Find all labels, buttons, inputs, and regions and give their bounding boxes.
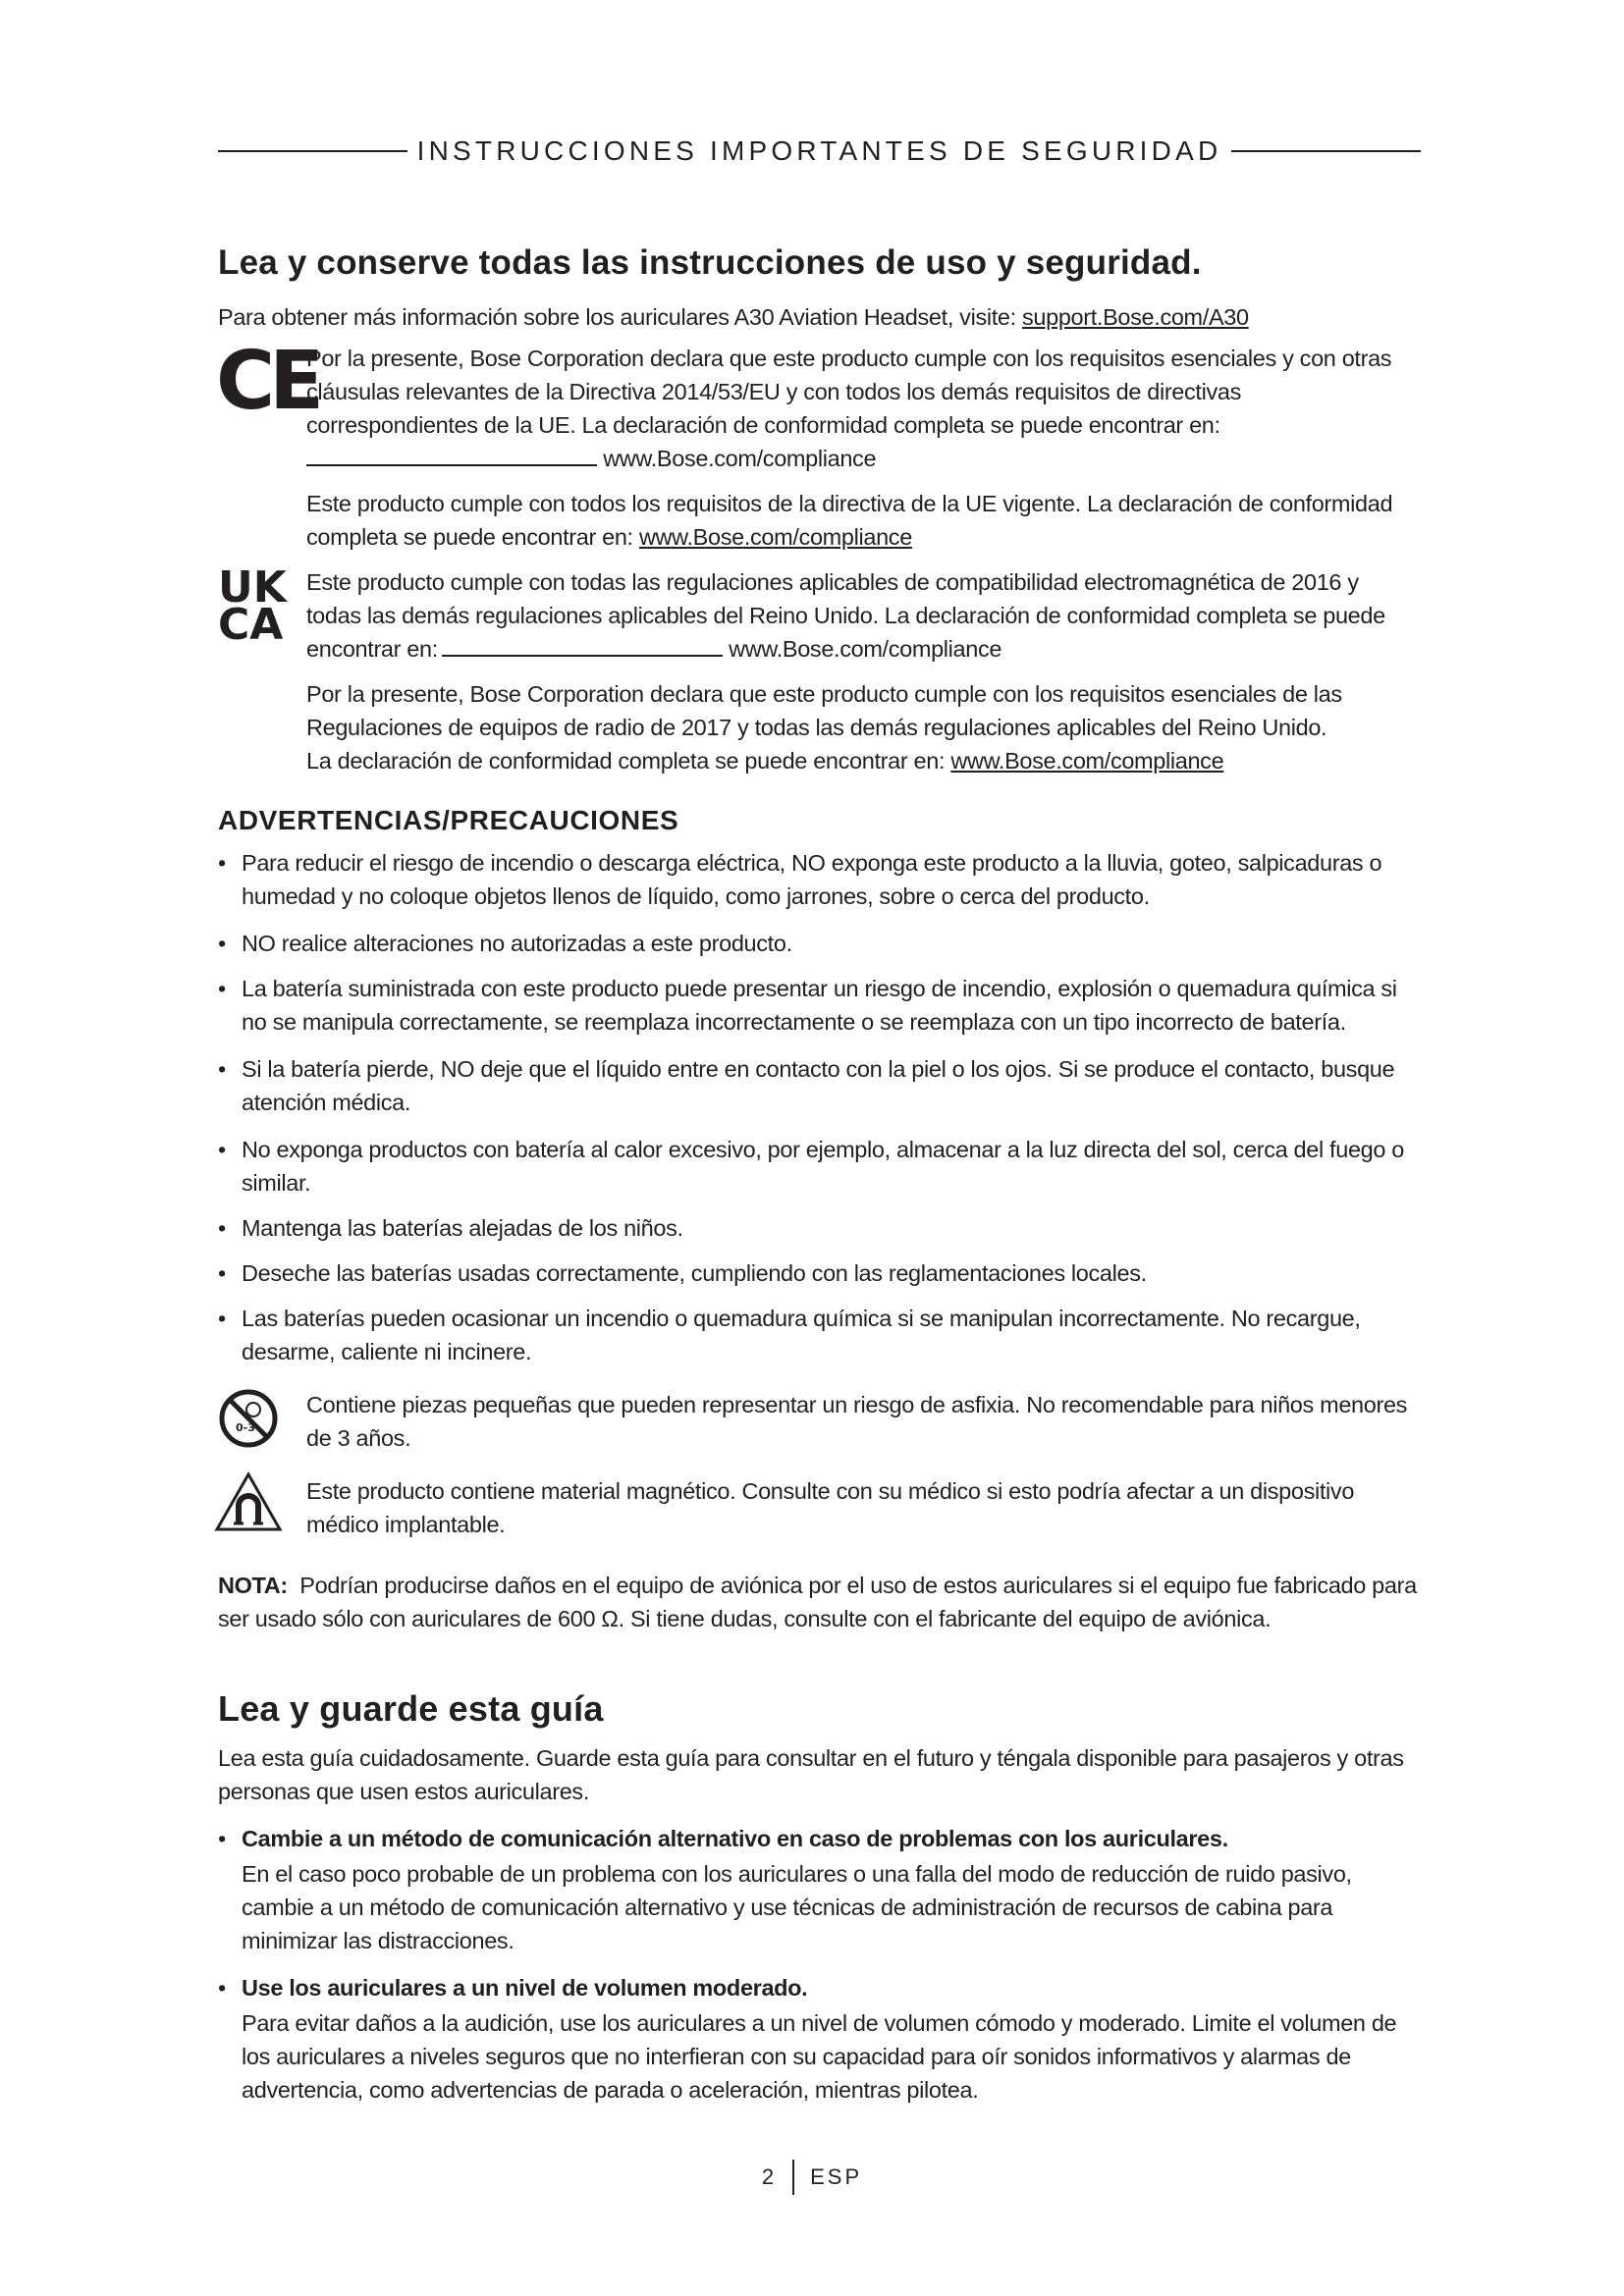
uk-p1-line: Este producto cumple con todas las regulaciones aplicables de compatibilidad electromagnética de 2016 y [306,569,1359,595]
bullet-dot: • [218,976,226,1001]
ce-p2-line [306,520,1421,554]
bullet-dot: • [218,1826,226,1851]
guide-item-title: Cambie a un método de comunicación alternativo en caso de problemas con los auriculares. [242,1826,1228,1851]
warning-item-text: Deseche las baterías usadas correctamente, cumpliendo con las reglamentaciones locales. [242,1260,1147,1286]
page-footer [0,2160,1624,2195]
bullet-dot: • [218,850,226,876]
warning-item-text: No exponga productos con batería al calor excesivo, por ejemplo, almacenar a la luz directa del sol, cerca del fuego o similar. [242,1137,1405,1196]
warnings-heading: ADVERTENCIAS/PRECAUCIONES [218,805,679,835]
ce-p2-text: completa se puede encontrar en: [306,524,633,550]
choking-icon-label: 0-3 [236,1421,255,1434]
note-label: NOTA: [218,1573,288,1598]
uk-p2-line: Regulaciones de equipos de radio de 2017 y todas las demás regulaciones aplicables del Reino Unido. [306,715,1327,740]
section-heading-guide: Lea y guarde esta guía [218,1688,604,1729]
footer-separator [792,2160,794,2195]
blank-line [442,655,723,657]
guide-item-text: En el caso poco probable de un problema con los auriculares o una falla del modo de reducción de ruido pasivo, cambie a un método de comunicación alternativo y use técnicas de administración de recursos de cabina para minimizar las distracciones. [242,1861,1352,1953]
warning-item [218,1256,1421,1290]
intro-text: Para obtener más información sobre los auriculares A30 Aviation Headset, visite: [218,304,1016,330]
warning-item [218,1302,1421,1368]
ce-p1-line: Por la presente, Bose Corporation declara que este producto cumple con los requisitos esenciales y con otras [306,346,1392,371]
section-heading-instructions: Lea y conserve todas las instrucciones de uso y seguridad. [218,243,1202,282]
note-paragraph [218,1569,1421,1635]
page-number: 2 [761,2164,778,2189]
ce-p2-line: Este producto cumple con todos los requisitos de la directiva de la UE vigente. La declaración de conformidad [306,491,1393,516]
bullet-dot: • [218,1260,226,1286]
header-rule-right [1231,150,1421,152]
warning-item [218,1133,1421,1200]
warning-item-text: Mantenga las baterías alejadas de los niños. [242,1215,683,1241]
warning-item-text: Para reducir el riesgo de incendio o descarga eléctrica, NO exponga este producto a la lluvia, goteo, salpicaduras o humedad y no coloque objetos llenos de líquido, como jarrones, sobre o cerca del producto. [242,850,1382,909]
bullet-dot: • [218,1215,226,1241]
warning-item-text: La batería suministrada con este producto puede presentar un riesgo de incendio, explosión o quemadura química si no se manipula correctamente, se reemplaza incorrectamente o se reemplaza con un tipo incorrecto de batería. [242,976,1397,1035]
guide-item-text: Para evitar daños a la audición, use los auriculares a un nivel de volumen cómodo y moderado. Limite el volumen de los auriculares a niveles seguros que no interfieran con su capacidad para oír sonidos informativos y alarmas de advertencia, como advertencias de parada o aceleración, mientras pilotea. [242,2010,1397,2103]
warning-item [218,846,1421,913]
intro-paragraph [218,300,1249,334]
ce-mark-icon: CE [216,335,319,428]
ce-p1-url-line [306,442,1421,475]
uk-p2-line: Por la presente, Bose Corporation declara que este producto cumple con los requisitos esenciales de las [306,681,1342,707]
guide-item [218,1822,1421,1855]
header-rule-left [218,150,407,152]
magnet-warning-text: Este producto contiene material magnético. Consulte con su médico si esto podría afectar a un dispositivo médico implantable. [306,1478,1355,1537]
ukca-mark-icon [218,562,287,650]
warning-item-text: NO realice alteraciones no autorizadas a este producto. [242,931,792,956]
warning-item-text: Si la batería pierde, NO deje que el líquido entre en contacto con la piel o los ojos. Si se produce el contacto, busque atención médica. [242,1056,1395,1115]
ukca-mark-top: UK [218,562,287,613]
support-link[interactable]: support.Bose.com/A30 [1021,304,1249,330]
uk-p2-text: La declaración de conformidad completa se puede encontrar en: [306,748,946,774]
warning-item [218,972,1421,1039]
footer-language: ESP [810,2164,863,2189]
warning-item [218,1052,1421,1119]
warning-item [218,927,1421,960]
ce-p1-line: cláusulas relevantes de la Directiva 2014/53/EU y con todos los demás requisitos de directivas [306,379,1242,404]
uk-compliance-link[interactable]: www.Bose.com/compliance [950,748,1224,774]
ce-p1-line: correspondientes de la UE. La declaración de conformidad completa se puede encontrar en: [306,412,1220,438]
bullet-dot: • [218,1137,226,1162]
ce-compliance-url: www.Bose.com/compliance [603,446,877,471]
bullet-dot: • [218,1056,226,1082]
page-header-title: INSTRUCCIONES IMPORTANTES DE SEGURIDAD [416,135,1222,166]
bullet-dot: • [218,1306,226,1331]
ce-declaration-paragraph [306,342,1421,475]
guide-item-title: Use los auriculares a un nivel de volumen moderado. [242,1975,808,2001]
ukca-emc-paragraph [306,565,1421,666]
ce-conformity-paragraph [306,487,1421,554]
ukca-radio-paragraph [306,677,1421,777]
note-text: Podrían producirse daños en el equipo de aviónica por el uso de estos auriculares si el equipo fue fabricado para ser usado sólo con auriculares de 600 Ω. Si tiene dudas, consulte con el fabricante del equipo de aviónica. [218,1573,1417,1631]
warning-item [218,1211,1421,1245]
page-header [218,133,1421,169]
guide-intro: Lea esta guía cuidadosamente. Guarde esta guía para consultar en el futuro y téngala disponible para pasajeros y otras personas que usen estos auriculares. [218,1745,1404,1804]
ukca-mark-bottom: CA [218,600,284,650]
uk-p1-line [306,632,1421,666]
warning-item-text: Las baterías pueden ocasionar un incendio o quemadura química si se manipulan incorrectamente. No recargue, desarme, caliente ni incinere. [242,1306,1361,1364]
uk-p1-line: todas las demás regulaciones aplicables del Reino Unido. La declaración de conformidad completa se puede [306,603,1385,628]
guide-item [218,1971,1421,2004]
choking-hazard-text: Contiene piezas pequeñas que pueden representar un riesgo de asfixia. No recomendable para niños menores de 3 años. [306,1392,1408,1451]
uk-p2-line [306,744,1421,777]
uk-p1-text: encontrar en: [306,636,438,662]
blank-line [306,464,597,466]
bullet-dot: • [218,931,226,956]
bullet-dot: • [218,1975,226,2001]
uk-compliance-url: www.Bose.com/compliance [729,636,1002,662]
ce-compliance-link[interactable]: www.Bose.com/compliance [638,524,912,550]
choking-hazard-icon [218,1388,279,1449]
magnet-warning-icon [214,1470,283,1533]
